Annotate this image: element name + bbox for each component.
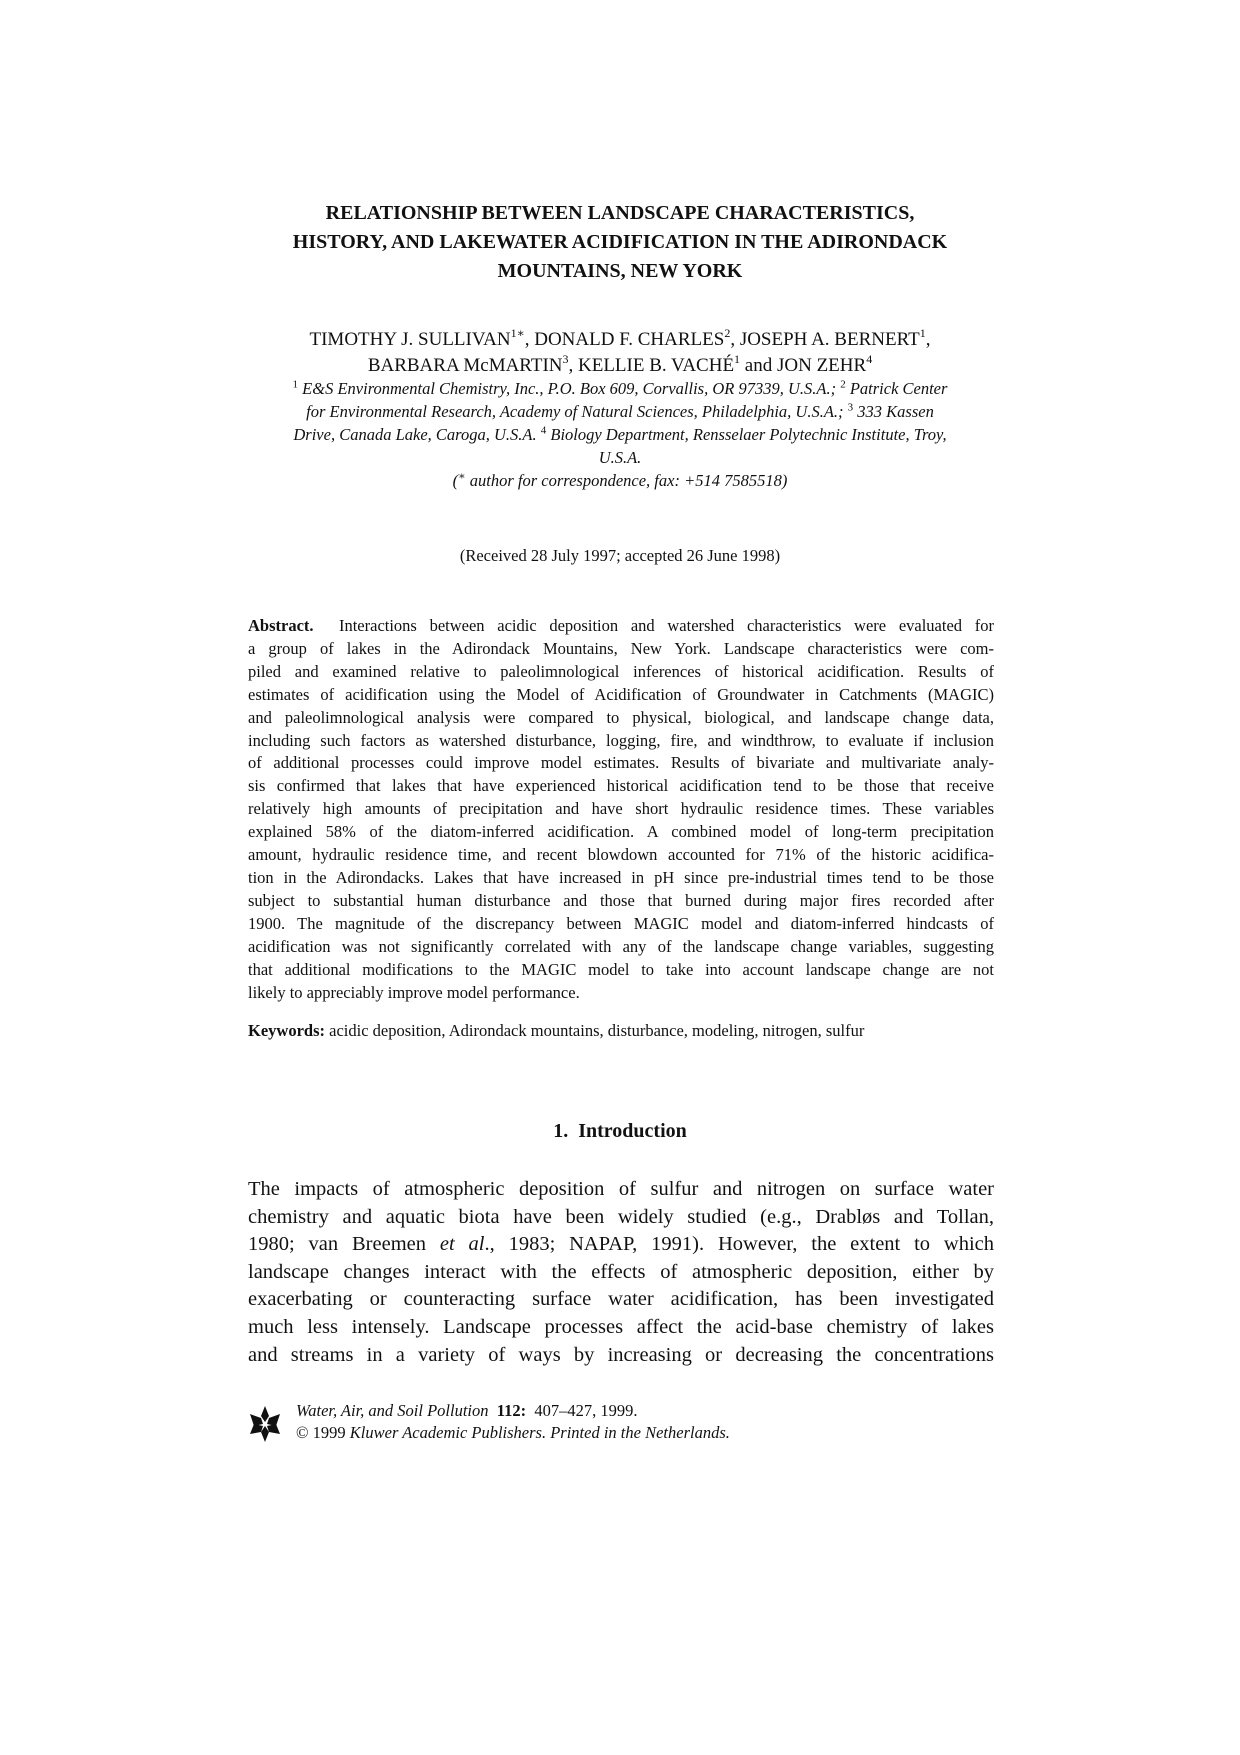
affiliation-line: Drive, Canada Lake, Caroga, U.S.A. $^4$ Biology Department, Rensselaer Polytechnic Institute, Troy, bbox=[293, 424, 947, 444]
journal-name: Water, Air, and Soil Pollution bbox=[296, 1401, 489, 1420]
abstract-line: sis confirmed that lakes that have experienced historical acidification tend to be those that receive bbox=[248, 776, 994, 796]
abstract-line: that additional modifications to the MAGIC model to take into account landscape change are not bbox=[248, 959, 994, 979]
abstract-line: explained 58% of the diatom-inferred acidification. A combined model of long-term precipitation bbox=[248, 822, 994, 842]
introduction-body bbox=[248, 1176, 994, 1369]
affiliation-line: $^1$ E&S Environmental Chemistry, Inc., P.O. Box 609, Corvallis, OR 97339, U.S.A.; $^2$ Patrick Center bbox=[292, 378, 948, 398]
affiliations bbox=[240, 377, 1000, 492]
body-line: exacerbating or counteracting surface water acidification, has been investigated bbox=[248, 1288, 994, 1311]
abstract-line: 1900. The magnitude of the discrepancy between MAGIC model and diatom-inferred hindcasts of bbox=[248, 913, 994, 933]
body-line: The impacts of atmospheric deposition of sulfur and nitrogen on surface water bbox=[248, 1178, 994, 1200]
author-name: KELLIE B. VACHÉ bbox=[578, 355, 735, 376]
affiliation-line: U.S.A. bbox=[598, 448, 642, 467]
citation-et-al: et al bbox=[439, 1233, 485, 1256]
author-affiliation-mark: 2 bbox=[724, 325, 731, 340]
abstract-line: a group of lakes in the Adirondack Mountains, New York. Landscape characteristics were com- bbox=[248, 638, 994, 658]
copyright-line: © 1999 Kluwer Academic Publishers. Printed in the Netherlands. bbox=[296, 1423, 730, 1442]
title-line: HISTORY, AND LAKEWATER ACIDIFICATION IN THE ADIRONDACK bbox=[292, 231, 948, 253]
title-line: MOUNTAINS, NEW YORK bbox=[497, 260, 743, 282]
abstract-line: acidification was not significantly correlated with any of the landscape change variables, suggesting bbox=[248, 936, 994, 956]
abstract-heading: Abstract. bbox=[248, 616, 314, 635]
author-affiliation-mark: 1 bbox=[734, 351, 741, 366]
abstract-line: Abstract. Interactions between acidic deposition and watershed characteristics were evaluated for bbox=[248, 616, 994, 635]
abstract-line: and paleolimnological analysis were compared to physical, biological, and landscape change data, bbox=[248, 707, 994, 727]
author-affiliation-mark: 1∗ bbox=[510, 325, 525, 340]
abstract-line: amount, hydraulic residence time, and recent blowdown accounted for 71% of the historic acidifica- bbox=[248, 845, 994, 865]
publisher-logo-icon bbox=[248, 1404, 282, 1444]
abstract-line: piled and examined relative to paleolimnological inferences of historical acidification. Results of bbox=[248, 661, 994, 681]
journal-pages: 407–427, 1999. bbox=[534, 1401, 638, 1420]
author-line: TIMOTHY J. $SULLIVAN^{1∗}$, DONALD F. CHARLES$^2$, JOSEPH A. BERNERT$^1$, bbox=[309, 325, 931, 350]
abstract-line: of additional processes could improve model estimates. Results of bivariate and multivariate analy- bbox=[248, 753, 994, 773]
author-name: DONALD F. CHARLES bbox=[534, 329, 725, 350]
journal-citation bbox=[296, 1400, 730, 1422]
body-line: much less intensely. Landscape processes affect the acid-base chemistry of lakes bbox=[248, 1315, 994, 1338]
keywords-heading: Keywords: bbox=[248, 1021, 325, 1040]
abstract-line: estimates of acidification using the Model of Acidification of Groundwater in Catchments (MAGIC) bbox=[248, 684, 994, 704]
author-name: TIMOTHY J. SULLIVAN bbox=[309, 329, 511, 350]
abstract-line: tion in the Adirondacks. Lakes that have increased in pH since pre-industrial times tend to be those bbox=[248, 867, 994, 887]
abstract-line: including such factors as watershed disturbance, logging, fire, and windthrow, to evaluate if inclusion bbox=[248, 730, 994, 750]
received-dates: (Received 28 July 1997; accepted 26 June 1998) bbox=[459, 546, 781, 565]
author-line: BARBARA McMARTIN$^3$, KELLIE B. VACHÉ$^1$ and JON ZEHR$^4$ bbox=[367, 351, 873, 376]
section-number: 1. bbox=[553, 1120, 569, 1142]
paper-title bbox=[240, 199, 1000, 286]
abstract-line: likely to appreciably improve model performance. bbox=[248, 982, 580, 1002]
abstract bbox=[248, 615, 994, 1004]
author-name: JON ZEHR bbox=[776, 355, 867, 376]
author-affiliation-mark: 3 bbox=[562, 351, 569, 366]
keywords-text: acidic deposition, Adirondack mountains, disturbance, modeling, nitrogen, sulfur bbox=[329, 1021, 865, 1040]
footer-text bbox=[296, 1400, 730, 1444]
section-title: Introduction bbox=[578, 1120, 687, 1142]
affiliation-line: for Environmental Research, Academy of Natural Sciences, Philadelphia, U.S.A.; $^3$ 333 Kassen bbox=[306, 401, 934, 421]
author-name: JOSEPH A. BERNERT bbox=[739, 329, 920, 350]
author-name: BARBARA McMARTIN bbox=[367, 355, 563, 376]
abstract-line: relatively high amounts of precipitation and have short hydraulic residence times. These variables bbox=[248, 799, 994, 819]
section-heading bbox=[240, 1118, 1000, 1144]
journal-volume: 112: bbox=[496, 1401, 527, 1420]
author-affiliation-mark: 1 bbox=[919, 325, 926, 340]
abstract-line: subject to substantial human disturbance and those that burned during major fires recorded after bbox=[248, 890, 994, 910]
title-line: RELATIONSHIP BETWEEN LANDSCAPE CHARACTERISTICS, bbox=[325, 202, 915, 224]
body-line: landscape changes interact with the effects of atmospheric deposition, either by bbox=[248, 1260, 994, 1283]
author-affiliation-mark: 4 bbox=[866, 351, 873, 366]
author-list bbox=[240, 327, 1000, 379]
body-line: and streams in a variety of ways by increasing or decreasing the concentrations bbox=[248, 1343, 994, 1366]
body-line: chemistry and aquatic biota have been widely studied (e.g., Drabløs and Tollan, bbox=[248, 1205, 994, 1228]
keywords bbox=[248, 1020, 994, 1042]
correspondence-note: (∗ author for correspondence, fax: +514 7585518) bbox=[452, 470, 788, 490]
body-line: 1980; van Breemen et al., 1983; NAPAP, 1991). However, the extent to which bbox=[248, 1233, 995, 1256]
publisher-name: Kluwer Academic Publishers. Printed in the Netherlands. bbox=[349, 1423, 730, 1442]
